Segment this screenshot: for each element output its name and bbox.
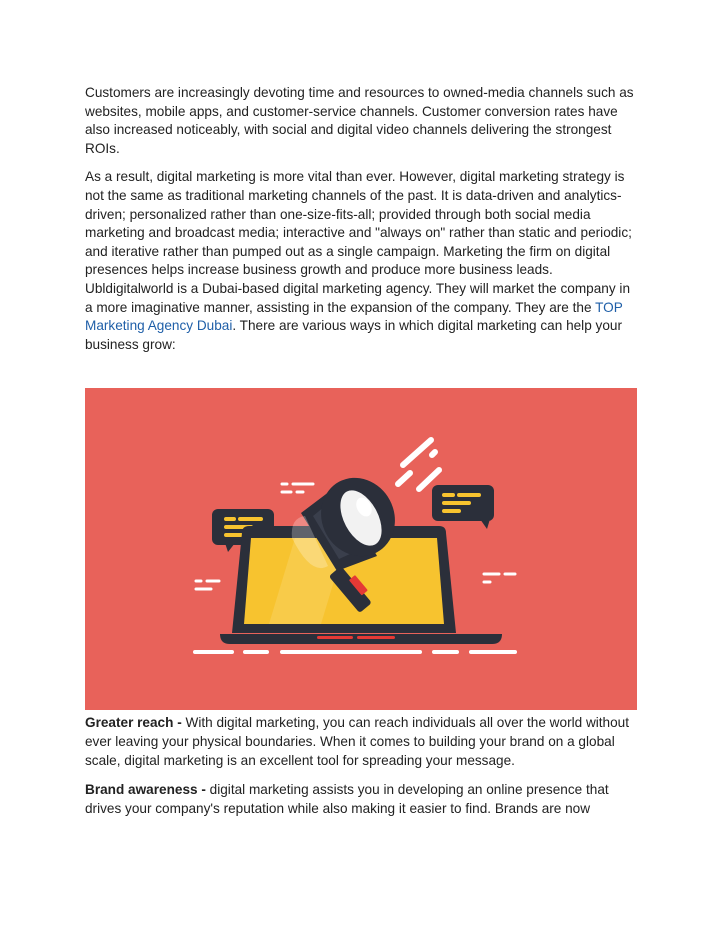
paragraph-strategy-tail: . There are various ways in which digital marketing can help your business grow: — [85, 318, 622, 352]
paragraph-intro: Customers are increasingly devoting time and resources to owned-media channels such as websites, mobile apps, and customer-service channels. Customer conversion rates have also increased noticeably, with social and digital video channels delivering the strongest ROIs. — [85, 85, 634, 156]
paragraph-strategy — [85, 168, 641, 354]
paragraph-greater-reach — [85, 714, 641, 770]
greater-reach-heading: Greater reach - — [85, 715, 182, 731]
brand-awareness-text: digital marketing assists you in developing an online presence that drives your company's reputation while also making it easier to find. Brands are now — [85, 782, 609, 816]
paragraph-brand-awareness — [85, 781, 641, 818]
megaphone-laptop-illustration — [85, 388, 637, 710]
document-page — [85, 84, 641, 818]
brand-awareness-heading: Brand awareness - — [85, 782, 206, 798]
paragraph-strategy-text: As a result, digital marketing is more vital than ever. However, digital marketing strategy is not the same as traditional marketing channels of the past. It is data-driven and analytics-driven; personalized rather than one-size-fits-all; provided through both social media marketing and broadcast media; interactive and "always on" rather than static and periodic; and iterative rather than pumped out as a single campaign. Marketing the firm on digital presences helps increase business growth and produce more business leads. Ubldigitalworld is a Dubai-based digital marketing agency. They will market the company in a more imaginative manner, assisting in the expansion of the company. They are the — [85, 169, 632, 315]
greater-reach-text: With digital marketing, you can reach individuals all over the world without ever leaving your physical boundaries. When it comes to building your brand on a global scale, digital marketing is an excellent tool for spreading your message. — [85, 715, 630, 768]
top-marketing-agency-link[interactable]: TOP Marketing Agency Dubai — [85, 299, 623, 334]
